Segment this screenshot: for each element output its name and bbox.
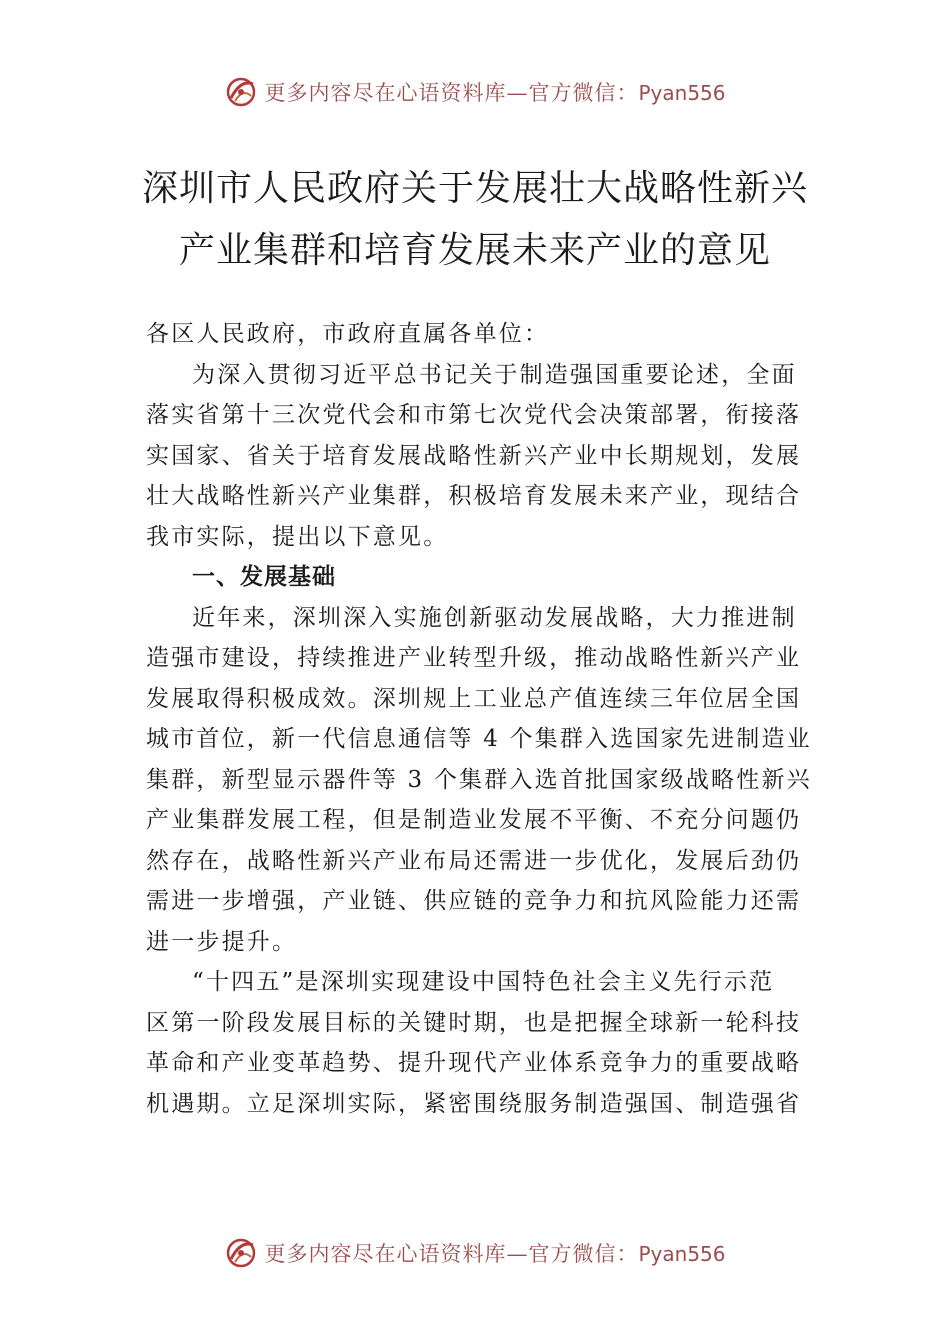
intro-line: 我市实际，提出以下意见。 — [146, 523, 449, 550]
banner-text: 更多内容尽在心语资料库—官方微信：Pyan556 — [264, 1242, 726, 1266]
banner-wechat-id: Pyan556 — [638, 1242, 726, 1266]
basis-paragraph — [146, 598, 812, 963]
basis-line: 造强市建设，持续推进产业转型升级，推动战略性新兴产业 — [146, 645, 802, 671]
intro-paragraph — [146, 355, 808, 558]
header-banner — [0, 72, 950, 112]
salutation: 各区人民政府，市政府直属各单位： — [146, 321, 550, 347]
section-heading-1: 一、发展基础 — [192, 564, 336, 590]
intro-line: 实国家、省关于培育发展战略性新兴产业中长期规划，发展 — [146, 442, 802, 469]
basis-line: 发展取得积极成效。深圳规上工业总产值连续三年位居全国 — [146, 685, 802, 712]
outlook-line: “十四五”是深圳实现建设中国特色社会主义先行示范 — [192, 969, 775, 995]
document-title — [100, 158, 850, 282]
footer-banner — [0, 1233, 950, 1273]
intro-line: 为深入贯彻习近平总书记关于制造强国重要论述，全面 — [192, 361, 797, 388]
banner-wechat-id: Pyan556 — [638, 81, 726, 105]
basis-line: 近年来，深圳深入实施创新驱动发展战略，大力推进制 — [192, 604, 797, 631]
seal-logo-icon — [224, 1236, 258, 1270]
intro-line: 落实省第十三次党代会和市第七次党代会决策部署，衔接落 — [146, 402, 802, 428]
seal-logo-icon — [224, 75, 258, 109]
outlook-line: 机遇期。立足深圳实际，紧密围绕服务制造强国、制造强省 — [146, 1090, 802, 1117]
document-body — [146, 314, 812, 1124]
basis-line: 然存在，战略性新兴产业布局还需进一步优化，发展后劲仍 — [146, 847, 802, 874]
title-line-2: 产业集群和培育发展未来产业的意见 — [178, 230, 771, 271]
basis-line: 集群，新型显示器件等 3 个集群入选首批国家级战略性新兴 — [146, 766, 812, 793]
outlook-paragraph — [146, 962, 808, 1124]
basis-line: 需进一步增强，产业链、供应链的竞争力和抗风险能力还需 — [146, 888, 802, 914]
outlook-line: 革命和产业变革趋势、提升现代产业体系竞争力的重要战略 — [146, 1050, 802, 1076]
basis-line: 产业集群发展工程，但是制造业发展不平衡、不充分问题仍 — [146, 807, 802, 833]
basis-line: 城市首位，新一代信息通信等 4 个集群入选国家先进制造业 — [146, 726, 812, 752]
intro-line: 壮大战略性新兴产业集群，积极培育发展未来产业，现结合 — [146, 483, 802, 509]
banner-text: 更多内容尽在心语资料库—官方微信：Pyan556 — [264, 81, 726, 105]
title-line-1: 深圳市人民政府关于发展壮大战略性新兴 — [141, 168, 808, 209]
basis-line: 进一步提升。 — [146, 928, 298, 955]
outlook-line: 区第一阶段发展目标的关键时期，也是把握全球新一轮科技 — [146, 1009, 802, 1036]
